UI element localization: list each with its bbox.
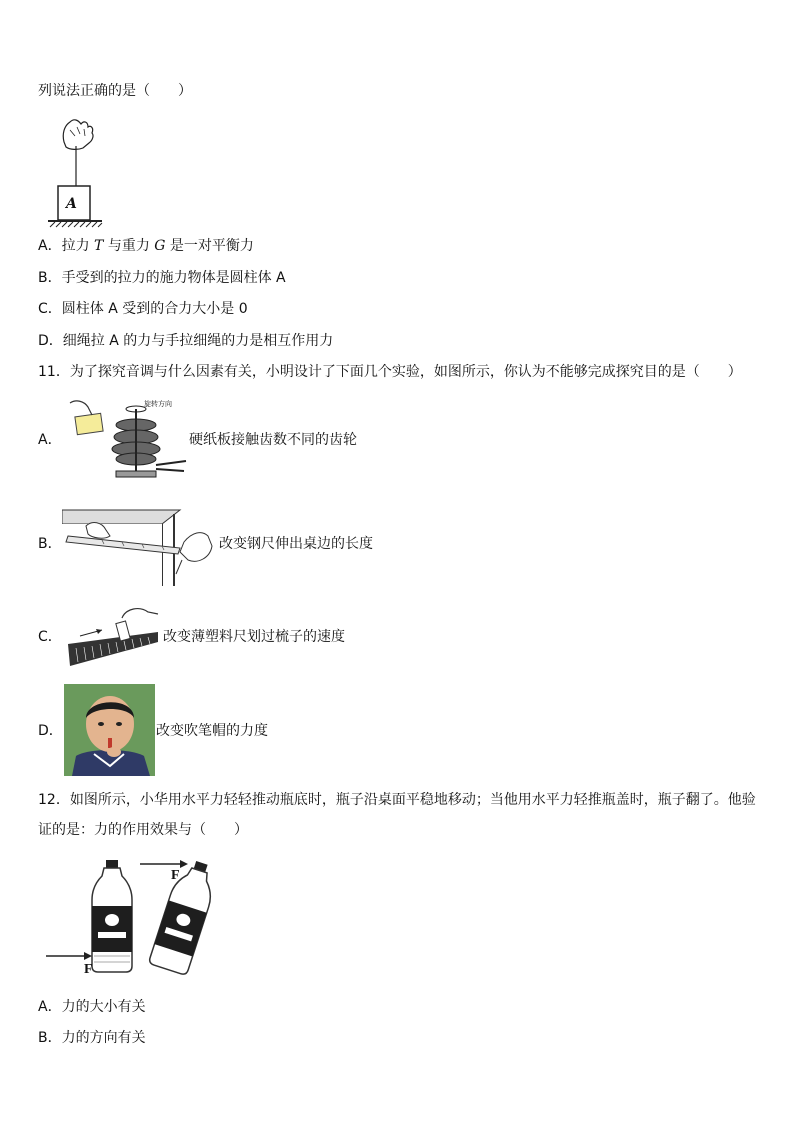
q11-option-a-caption: 硬纸板接触齿数不同的齿轮 — [189, 432, 357, 448]
cylinder-label: A — [66, 196, 77, 212]
q10-option-c: C．圆柱体 A 受到的合力大小是 0 — [38, 301, 248, 317]
q11-figure-comb — [62, 604, 162, 674]
q10-option-d: D．细绳拉 A 的力与手拉细绳的力是相互作用力 — [38, 333, 334, 349]
force-label-bottom: F — [84, 962, 93, 977]
q11-option-b-letter: B． — [38, 536, 62, 552]
q11-option-b-caption: 改变钢尺伸出桌边的长度 — [219, 536, 373, 552]
q11-figure-gears — [64, 395, 188, 485]
q10-figure-hanging-cylinder — [48, 112, 118, 230]
hand-icon — [63, 120, 93, 150]
tilted-bottle — [148, 857, 220, 976]
q12-option-a: A．力的大小有关 — [38, 999, 146, 1015]
q10-option-a: A．拉力 T 与重力 G 是一对平衡力 — [38, 238, 254, 254]
q11-figure-ruler-table — [62, 502, 218, 586]
q11-option-a-letter: A． — [38, 432, 62, 448]
upright-bottle — [92, 860, 132, 972]
q10-option-b: B．手受到的拉力的施力物体是圆柱体 A — [38, 270, 286, 286]
q11-stem: 11．为了探究音调与什么因素有关，小明设计了下面几个实验，如图所示，你认为不能够完成探究目的是（ ） — [38, 364, 742, 380]
q10-stem-tail: 列说法正确的是（ ） — [38, 83, 192, 99]
q11-option-c-letter: C． — [38, 629, 62, 645]
q12-figure-bottles — [44, 854, 220, 980]
q11-figure-boy-photo — [64, 684, 155, 776]
rotation-direction-label: 旋转方向 — [144, 400, 172, 408]
q11-option-d-caption: 改变吹笔帽的力度 — [156, 723, 268, 739]
q12-option-b: B．力的方向有关 — [38, 1030, 146, 1046]
q11-option-c-caption: 改变薄塑料尺划过梳子的速度 — [163, 629, 345, 645]
q12-stem-line1: 12．如图所示，小华用水平力轻轻推动瓶底时，瓶子沿桌面平稳地移动；当他用水平力轻推瓶盖时，瓶子翻了。他验 — [38, 792, 756, 808]
q12-stem-line2: 证的是：力的作用效果与（ ） — [38, 822, 248, 838]
force-label-top: F — [171, 868, 180, 883]
q11-option-d-letter: D． — [38, 723, 63, 739]
